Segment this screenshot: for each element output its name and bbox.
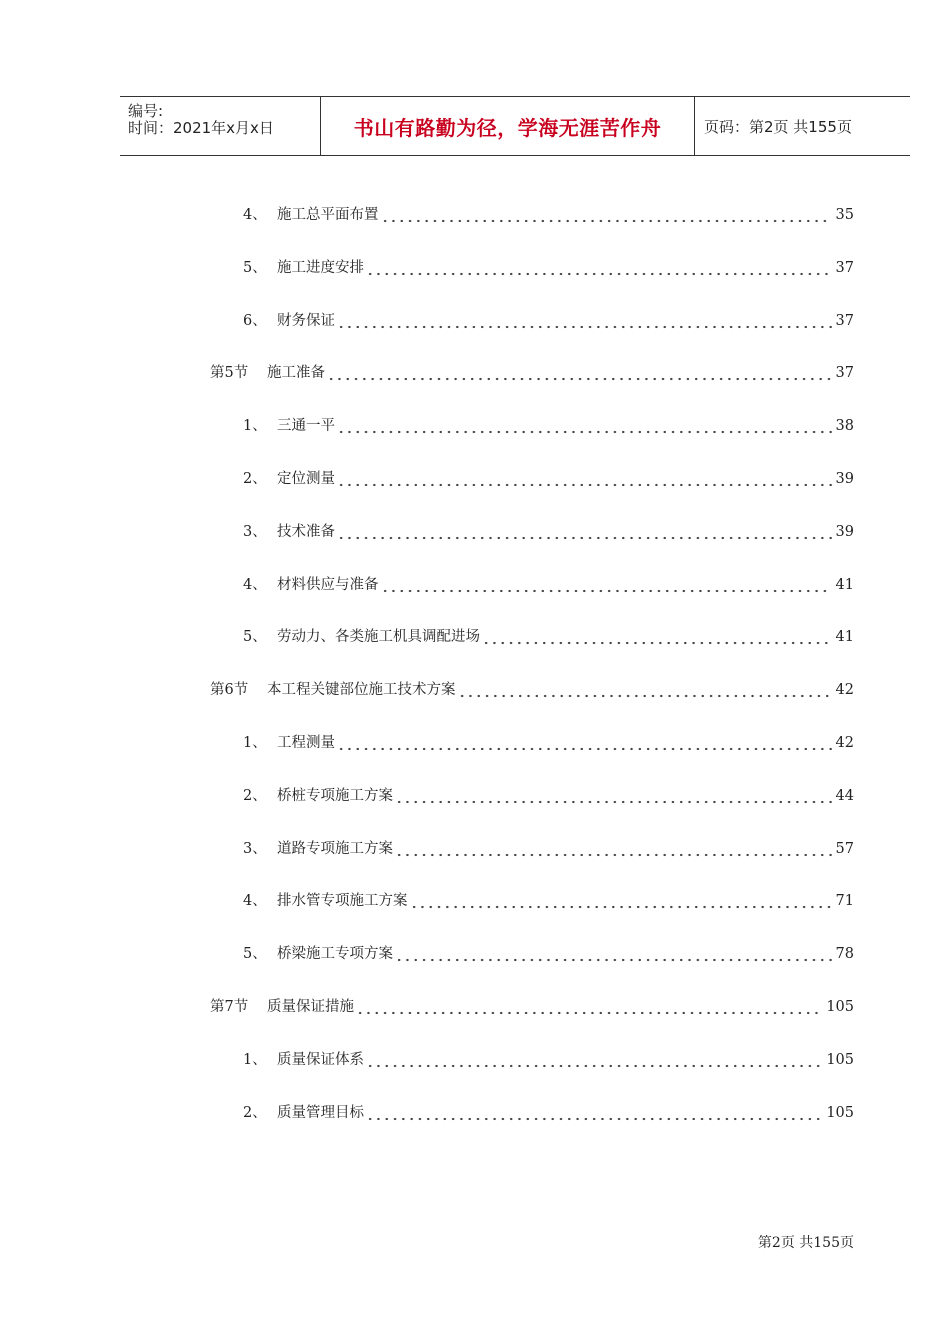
toc-number: 1、 bbox=[243, 1051, 267, 1068]
toc-page-number: 35 bbox=[834, 204, 854, 226]
toc-dot-leader bbox=[410, 890, 832, 912]
toc-number: 4、 bbox=[243, 893, 267, 910]
toc-page-number: 41 bbox=[834, 574, 854, 596]
toc-item-row[interactable] bbox=[0, 732, 950, 754]
header-slogan: 书山有路勤为径，学海无涯苦作舟 bbox=[353, 115, 662, 140]
toc-title: 质量管理目标 bbox=[277, 1102, 364, 1124]
toc-number: 3、 bbox=[243, 523, 267, 540]
toc-page-number: 105 bbox=[824, 1102, 854, 1124]
toc-title: 施工总平面布置 bbox=[277, 204, 379, 226]
toc-page-number: 42 bbox=[834, 732, 854, 754]
toc-title: 材料供应与准备 bbox=[277, 574, 379, 596]
toc-dot-leader bbox=[395, 838, 832, 860]
toc-number: 2、 bbox=[243, 471, 267, 487]
toc-title: 劳动力、各类施工机具调配进场 bbox=[277, 626, 480, 648]
toc-page-number: 42 bbox=[834, 679, 854, 701]
toc-page-number: 105 bbox=[824, 1049, 854, 1071]
toc-page-number: 39 bbox=[834, 468, 854, 490]
header-page-label: 页码：第2页 共155页 bbox=[704, 117, 852, 136]
toc-item-row[interactable] bbox=[0, 1102, 950, 1124]
toc-item-row[interactable] bbox=[0, 204, 950, 226]
toc-item-row[interactable] bbox=[0, 1049, 950, 1071]
header-time-label: 时间：2021年x月x日 bbox=[128, 119, 274, 137]
toc-item-row[interactable] bbox=[0, 943, 950, 965]
toc-page-number: 78 bbox=[834, 943, 854, 965]
toc-title: 施工进度安排 bbox=[277, 257, 364, 279]
toc-title: 排水管专项施工方案 bbox=[277, 890, 408, 912]
toc-dot-leader bbox=[366, 1102, 822, 1124]
toc-number: 4、 bbox=[243, 207, 267, 223]
toc-item-row[interactable] bbox=[0, 574, 950, 596]
toc-number: 6、 bbox=[243, 312, 267, 329]
toc-title: 桥桩专项施工方案 bbox=[277, 785, 393, 807]
toc-dot-leader bbox=[458, 679, 832, 701]
toc-page-number: 105 bbox=[824, 996, 854, 1018]
toc-number: 1、 bbox=[243, 735, 267, 751]
toc-title: 桥梁施工专项方案 bbox=[277, 943, 393, 965]
toc-dot-leader bbox=[381, 574, 832, 596]
toc-title: 工程测量 bbox=[277, 732, 335, 754]
toc-section-row[interactable] bbox=[0, 362, 950, 384]
toc-item-row[interactable] bbox=[0, 838, 950, 860]
toc-number: 1、 bbox=[243, 418, 267, 435]
toc-dot-leader bbox=[381, 204, 832, 226]
toc-page-number: 37 bbox=[834, 362, 854, 384]
toc-dot-leader bbox=[395, 785, 832, 807]
toc-item-row[interactable] bbox=[0, 890, 950, 912]
toc-item-row[interactable] bbox=[0, 521, 950, 543]
toc-item-row[interactable] bbox=[0, 785, 950, 807]
toc-number: 5、 bbox=[243, 629, 267, 646]
toc-dot-leader bbox=[337, 732, 832, 754]
toc-title: 施工准备 bbox=[267, 362, 325, 384]
toc-number: 第5节 bbox=[210, 365, 249, 382]
toc-section-row[interactable] bbox=[0, 996, 950, 1018]
toc-title: 三通一平 bbox=[277, 415, 335, 437]
toc-title: 道路专项施工方案 bbox=[277, 838, 393, 860]
header-meta bbox=[120, 97, 321, 155]
page-header bbox=[120, 96, 910, 156]
toc-dot-leader bbox=[356, 996, 822, 1018]
toc-title: 定位测量 bbox=[277, 468, 335, 490]
toc-page-number: 44 bbox=[834, 785, 854, 807]
toc-dot-leader bbox=[366, 1049, 822, 1071]
toc-page-number: 37 bbox=[834, 310, 854, 332]
header-number-label: 编号: bbox=[128, 102, 164, 120]
toc-title: 技术准备 bbox=[277, 521, 335, 543]
toc-title: 财务保证 bbox=[277, 310, 335, 332]
toc-number: 5、 bbox=[243, 259, 267, 276]
footer-page-number: 第2页 共155页 bbox=[757, 1235, 854, 1251]
toc-item-row[interactable] bbox=[0, 468, 950, 490]
toc-section-row[interactable] bbox=[0, 679, 950, 701]
toc-page-number: 57 bbox=[834, 838, 854, 860]
toc-dot-leader bbox=[482, 626, 832, 648]
toc-dot-leader bbox=[395, 943, 832, 965]
toc-number: 第7节 bbox=[210, 999, 249, 1015]
toc-dot-leader bbox=[337, 310, 832, 332]
toc-page-number: 71 bbox=[834, 890, 854, 912]
toc-number: 2、 bbox=[243, 1104, 267, 1121]
header-slogan-cell bbox=[321, 97, 695, 155]
toc-item-row[interactable] bbox=[0, 310, 950, 332]
toc-page-number: 37 bbox=[834, 257, 854, 279]
toc-item-row[interactable] bbox=[0, 257, 950, 279]
toc-title: 本工程关键部位施工技术方案 bbox=[267, 679, 456, 701]
toc-number: 4、 bbox=[243, 576, 267, 593]
toc-page-number: 38 bbox=[834, 415, 854, 437]
toc-number: 第6节 bbox=[210, 682, 249, 699]
toc-dot-leader bbox=[327, 362, 832, 384]
toc-number: 3、 bbox=[243, 840, 267, 857]
toc-item-row[interactable] bbox=[0, 415, 950, 437]
toc-title: 质量保证体系 bbox=[277, 1049, 364, 1071]
toc-number: 5、 bbox=[243, 946, 267, 963]
toc-item-row[interactable] bbox=[0, 626, 950, 648]
toc-page-number: 39 bbox=[834, 521, 854, 543]
toc-dot-leader bbox=[337, 415, 832, 437]
toc-title: 质量保证措施 bbox=[267, 996, 354, 1018]
toc-dot-leader bbox=[337, 468, 832, 490]
toc-dot-leader bbox=[366, 257, 832, 279]
toc-dot-leader bbox=[337, 521, 832, 543]
toc-number: 2、 bbox=[243, 787, 267, 804]
toc-page-number: 41 bbox=[834, 626, 854, 648]
